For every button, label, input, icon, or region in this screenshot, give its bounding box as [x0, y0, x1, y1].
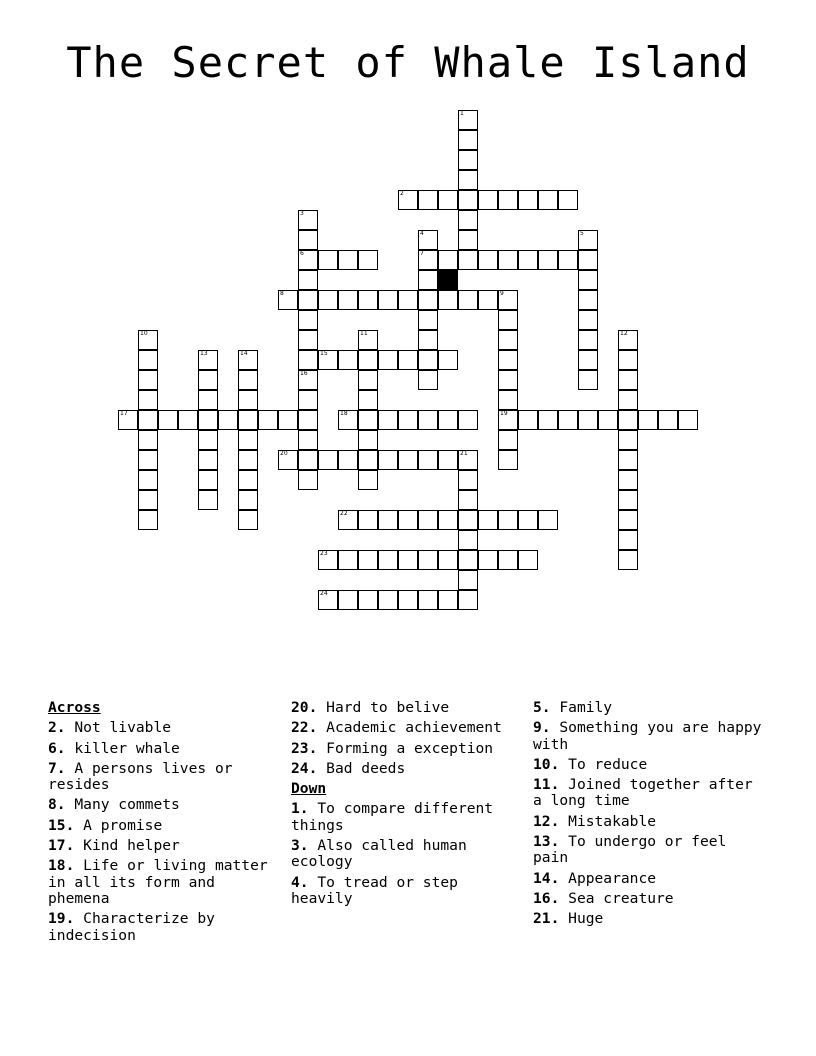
- grid-cell[interactable]: [538, 410, 558, 430]
- grid-cell[interactable]: [458, 450, 478, 470]
- grid-cell[interactable]: [318, 290, 338, 310]
- grid-cell[interactable]: [138, 390, 158, 410]
- clue-number: 18: [340, 410, 348, 417]
- clue-item-text: Sea creature: [568, 889, 674, 907]
- grid-cell[interactable]: [618, 490, 638, 510]
- clue-item-number: 11.: [533, 776, 560, 794]
- grid-cell[interactable]: [618, 510, 638, 530]
- clue-number: 3: [300, 210, 304, 217]
- grid-cell[interactable]: [458, 490, 478, 510]
- clue-item-number: 15.: [48, 816, 75, 834]
- grid-cell[interactable]: [458, 510, 478, 530]
- grid-cell[interactable]: [298, 230, 318, 250]
- grid-cell[interactable]: [298, 410, 318, 430]
- clue-item-number: 1.: [291, 800, 309, 818]
- grid-cell[interactable]: [138, 350, 158, 370]
- grid-cell[interactable]: [318, 590, 338, 610]
- clue-item: [48, 797, 280, 813]
- grid-cell[interactable]: [258, 410, 278, 430]
- grid-cell[interactable]: [418, 590, 438, 610]
- grid-cell[interactable]: [518, 250, 538, 270]
- clue-item: [533, 834, 765, 867]
- clue-item: [291, 761, 523, 777]
- grid-cell[interactable]: [618, 430, 638, 450]
- grid-cell[interactable]: [358, 450, 378, 470]
- grid-cell[interactable]: [138, 490, 158, 510]
- grid-cell[interactable]: [298, 250, 318, 270]
- puzzle-title: The Secret of Whale Island: [66, 38, 750, 87]
- grid-cell[interactable]: [318, 350, 338, 370]
- grid-cell[interactable]: [458, 470, 478, 490]
- grid-cell[interactable]: [618, 550, 638, 570]
- grid-cell[interactable]: [498, 190, 518, 210]
- grid-cell[interactable]: [518, 190, 538, 210]
- clue-item-number: 22.: [291, 719, 318, 737]
- grid-cell[interactable]: [298, 330, 318, 350]
- grid-cell[interactable]: [358, 410, 378, 430]
- grid-cell[interactable]: [418, 310, 438, 330]
- grid-cell[interactable]: [478, 250, 498, 270]
- grid-cell[interactable]: [438, 410, 458, 430]
- grid-cell[interactable]: [298, 270, 318, 290]
- grid-cell[interactable]: [418, 230, 438, 250]
- grid-cell[interactable]: [498, 350, 518, 370]
- grid-cell[interactable]: [498, 450, 518, 470]
- clue-item: [48, 741, 280, 757]
- clue-item-text: Mistakable: [568, 812, 657, 830]
- grid-cell[interactable]: [578, 370, 598, 390]
- clue-item: [48, 720, 280, 736]
- grid-cell[interactable]: [278, 410, 298, 430]
- grid-cell[interactable]: [398, 510, 418, 530]
- clue-item-text: Joined together after a long time: [533, 776, 753, 810]
- grid-cell[interactable]: [358, 510, 378, 530]
- grid-cell[interactable]: [458, 290, 478, 310]
- grid-cell[interactable]: [378, 450, 398, 470]
- grid-cell[interactable]: [458, 530, 478, 550]
- grid-cell[interactable]: [678, 410, 698, 430]
- grid-cell[interactable]: [578, 290, 598, 310]
- clue-item-text: Many commets: [74, 796, 180, 814]
- grid-cell[interactable]: [298, 350, 318, 370]
- grid-cell[interactable]: [298, 370, 318, 390]
- grid-cell[interactable]: [318, 250, 338, 270]
- grid-cell[interactable]: [238, 470, 258, 490]
- clue-column-3: [533, 700, 765, 932]
- clue-item: [291, 741, 523, 757]
- clue-item-number: 13.: [533, 833, 560, 851]
- grid-cell[interactable]: [398, 410, 418, 430]
- grid-cell[interactable]: [298, 390, 318, 410]
- clue-item-text: To compare different things: [291, 800, 494, 834]
- clue-number: 5: [580, 230, 584, 237]
- grid-cell[interactable]: [338, 410, 358, 430]
- grid-cell[interactable]: [458, 590, 478, 610]
- grid-cell[interactable]: [558, 250, 578, 270]
- grid-cell[interactable]: [538, 190, 558, 210]
- grid-cell[interactable]: [478, 510, 498, 530]
- clue-item: [291, 801, 523, 834]
- grid-cell[interactable]: [118, 410, 138, 430]
- clue-item-text: Academic achievement: [326, 719, 502, 737]
- grid-cell[interactable]: [158, 410, 178, 430]
- grid-cell[interactable]: [638, 410, 658, 430]
- clue-item: [291, 720, 523, 736]
- clue-column-1: [48, 700, 280, 948]
- clue-item: [48, 858, 280, 907]
- grid-cell[interactable]: [398, 190, 418, 210]
- clue-item-number: 23.: [291, 739, 318, 757]
- clue-number: 6: [300, 250, 304, 257]
- clue-number: 4: [420, 230, 424, 237]
- clue-number: 20: [280, 450, 288, 457]
- grid-cell[interactable]: [478, 190, 498, 210]
- grid-cell[interactable]: [398, 450, 418, 470]
- grid-cell[interactable]: [418, 290, 438, 310]
- grid-cell[interactable]: [298, 430, 318, 450]
- grid-cell[interactable]: [358, 470, 378, 490]
- clue-number: 21: [460, 450, 468, 457]
- grid-cell[interactable]: [618, 470, 638, 490]
- grid-cell[interactable]: [498, 550, 518, 570]
- clue-number: 22: [340, 510, 348, 517]
- clue-item-number: 4.: [291, 873, 309, 891]
- grid-cell[interactable]: [498, 510, 518, 530]
- grid-cell[interactable]: [498, 310, 518, 330]
- grid-cell[interactable]: [498, 370, 518, 390]
- across-heading: Across: [48, 699, 101, 716]
- grid-cell[interactable]: [358, 350, 378, 370]
- grid-cell[interactable]: [578, 330, 598, 350]
- grid-cell[interactable]: [138, 430, 158, 450]
- grid-cell[interactable]: [378, 410, 398, 430]
- grid-cell[interactable]: [298, 450, 318, 470]
- grid-cell[interactable]: [398, 590, 418, 610]
- grid-cell[interactable]: [398, 550, 418, 570]
- grid-cell[interactable]: [298, 290, 318, 310]
- clue-item: [48, 911, 280, 944]
- clue-number: 15: [320, 350, 328, 357]
- clue-number: 12: [620, 330, 628, 337]
- black-cell: [438, 270, 458, 290]
- clue-item-number: 16.: [533, 889, 560, 907]
- clue-column-2: [291, 700, 523, 911]
- clue-item-text: Bad deeds: [326, 759, 406, 777]
- grid-cell[interactable]: [438, 450, 458, 470]
- clue-item-text: Family: [559, 699, 613, 716]
- clue-item-text: Huge: [568, 910, 604, 928]
- clue-number: 16: [300, 370, 308, 377]
- clue-item-number: 20.: [291, 699, 318, 716]
- grid-cell[interactable]: [278, 450, 298, 470]
- grid-cell[interactable]: [618, 370, 638, 390]
- grid-cell[interactable]: [338, 550, 358, 570]
- grid-cell[interactable]: [458, 130, 478, 150]
- grid-cell[interactable]: [198, 350, 218, 370]
- clue-item-text: A promise: [83, 816, 163, 834]
- grid-cell[interactable]: [418, 270, 438, 290]
- clue-number: 9: [500, 290, 504, 297]
- clue-item: [48, 818, 280, 834]
- grid-cell[interactable]: [498, 290, 518, 310]
- grid-cell[interactable]: [518, 550, 538, 570]
- grid-cell[interactable]: [538, 250, 558, 270]
- clue-number: 17: [120, 410, 128, 417]
- grid-cell[interactable]: [578, 410, 598, 430]
- clue-number: 24: [320, 590, 328, 597]
- grid-cell[interactable]: [238, 450, 258, 470]
- grid-cell[interactable]: [298, 210, 318, 230]
- clue-item: [533, 814, 765, 830]
- grid-cell[interactable]: [198, 430, 218, 450]
- grid-cell[interactable]: [498, 410, 518, 430]
- grid-cell[interactable]: [238, 510, 258, 530]
- grid-cell[interactable]: [498, 250, 518, 270]
- grid-cell[interactable]: [338, 510, 358, 530]
- grid-cell[interactable]: [578, 250, 598, 270]
- grid-cell[interactable]: [298, 310, 318, 330]
- grid-cell[interactable]: [238, 350, 258, 370]
- clue-item-text: To tread or step heavily: [291, 873, 458, 907]
- grid-cell[interactable]: [418, 330, 438, 350]
- clue-item-text: Characterize by indecision: [48, 910, 215, 944]
- grid-cell[interactable]: [618, 410, 638, 430]
- grid-cell[interactable]: [378, 350, 398, 370]
- clue-item-number: 14.: [533, 869, 560, 887]
- grid-cell[interactable]: [358, 430, 378, 450]
- clue-item-text: Forming a exception: [326, 739, 494, 757]
- grid-cell[interactable]: [458, 550, 478, 570]
- grid-cell[interactable]: [318, 550, 338, 570]
- grid-cell[interactable]: [458, 190, 478, 210]
- clue-item-number: 6.: [48, 739, 66, 757]
- clue-number: 10: [140, 330, 148, 337]
- clue-item-text: A persons lives or resides: [48, 759, 233, 794]
- grid-cell[interactable]: [418, 450, 438, 470]
- clue-item-text: Something you are happy with: [533, 719, 762, 753]
- clue-item: [533, 700, 765, 716]
- clue-item-number: 3.: [291, 837, 309, 855]
- grid-cell[interactable]: [198, 470, 218, 490]
- clue-item: [291, 700, 523, 716]
- grid-cell[interactable]: [138, 510, 158, 530]
- grid-cell[interactable]: [438, 190, 458, 210]
- clue-item-number: 8.: [48, 796, 66, 814]
- grid-cell[interactable]: [138, 470, 158, 490]
- grid-cell[interactable]: [378, 510, 398, 530]
- grid-cell[interactable]: [458, 570, 478, 590]
- grid-cell[interactable]: [378, 590, 398, 610]
- grid-cell[interactable]: [438, 550, 458, 570]
- clue-number: 8: [280, 290, 284, 297]
- clue-item-number: 12.: [533, 812, 560, 830]
- grid-cell[interactable]: [518, 410, 538, 430]
- clue-item: [533, 891, 765, 907]
- clue-item-text: To undergo or feel pain: [533, 833, 727, 867]
- grid-cell[interactable]: [658, 410, 678, 430]
- clue-item: [291, 875, 523, 908]
- grid-cell[interactable]: [458, 150, 478, 170]
- grid-cell[interactable]: [418, 550, 438, 570]
- grid-cell[interactable]: [618, 390, 638, 410]
- clue-item: [533, 720, 765, 753]
- grid-cell[interactable]: [238, 390, 258, 410]
- grid-cell[interactable]: [418, 250, 438, 270]
- grid-cell[interactable]: [618, 350, 638, 370]
- clue-item: [291, 838, 523, 871]
- grid-cell[interactable]: [458, 110, 478, 130]
- grid-cell[interactable]: [418, 510, 438, 530]
- grid-cell[interactable]: [338, 450, 358, 470]
- grid-cell[interactable]: [578, 270, 598, 290]
- grid-cell[interactable]: [578, 350, 598, 370]
- grid-cell[interactable]: [458, 170, 478, 190]
- grid-cell[interactable]: [198, 410, 218, 430]
- grid-cell[interactable]: [138, 370, 158, 390]
- grid-cell[interactable]: [618, 530, 638, 550]
- clue-item-text: Kind helper: [83, 837, 180, 855]
- grid-cell[interactable]: [578, 230, 598, 250]
- grid-cell[interactable]: [198, 370, 218, 390]
- clue-number: 7: [420, 250, 424, 257]
- clue-item-number: 2.: [48, 719, 66, 737]
- grid-cell[interactable]: [418, 370, 438, 390]
- grid-cell[interactable]: [358, 590, 378, 610]
- grid-cell[interactable]: [458, 230, 478, 250]
- clue-item: [533, 911, 765, 927]
- clue-item: [533, 757, 765, 773]
- grid-cell[interactable]: [198, 490, 218, 510]
- grid-cell[interactable]: [358, 370, 378, 390]
- clue-item-text: Appearance: [568, 869, 657, 887]
- grid-cell[interactable]: [498, 430, 518, 450]
- grid-cell[interactable]: [398, 350, 418, 370]
- clue-item: [533, 777, 765, 810]
- grid-cell[interactable]: [458, 250, 478, 270]
- grid-cell[interactable]: [438, 590, 458, 610]
- grid-cell[interactable]: [558, 410, 578, 430]
- grid-cell[interactable]: [218, 410, 238, 430]
- grid-cell[interactable]: [498, 390, 518, 410]
- grid-cell[interactable]: [438, 250, 458, 270]
- grid-cell[interactable]: [138, 410, 158, 430]
- grid-cell[interactable]: [478, 550, 498, 570]
- grid-cell[interactable]: [238, 410, 258, 430]
- clue-item-number: 24.: [291, 759, 318, 777]
- grid-cell[interactable]: [498, 330, 518, 350]
- grid-cell[interactable]: [418, 190, 438, 210]
- grid-cell[interactable]: [378, 290, 398, 310]
- grid-cell[interactable]: [238, 430, 258, 450]
- down-heading: Down: [291, 780, 327, 798]
- clue-item-text: Also called human ecology: [291, 837, 467, 871]
- clue-item-number: 10.: [533, 755, 560, 773]
- grid-cell[interactable]: [378, 550, 398, 570]
- grid-cell[interactable]: [418, 410, 438, 430]
- clue-number: 11: [360, 330, 368, 337]
- clue-number: 1: [460, 110, 464, 117]
- grid-cell[interactable]: [618, 450, 638, 470]
- grid-cell[interactable]: [358, 290, 378, 310]
- clue-item-number: 5.: [533, 699, 551, 716]
- grid-cell[interactable]: [338, 290, 358, 310]
- clue-item-number: 17.: [48, 837, 75, 855]
- grid-cell[interactable]: [538, 510, 558, 530]
- grid-cell[interactable]: [358, 550, 378, 570]
- clue-item: [48, 761, 280, 794]
- grid-cell[interactable]: [178, 410, 198, 430]
- grid-cell[interactable]: [518, 510, 538, 530]
- grid-cell[interactable]: [478, 290, 498, 310]
- grid-cell[interactable]: [458, 410, 478, 430]
- grid-cell[interactable]: [338, 250, 358, 270]
- grid-cell[interactable]: [238, 490, 258, 510]
- clue-number: 13: [200, 350, 208, 357]
- grid-cell[interactable]: [238, 370, 258, 390]
- grid-cell[interactable]: [358, 390, 378, 410]
- clue-item-text: killer whale: [74, 739, 180, 757]
- clue-item-text: Not livable: [74, 719, 172, 737]
- clue-item-text: Life or living matter in all its form and phemena: [48, 857, 268, 907]
- grid-cell[interactable]: [278, 290, 298, 310]
- clue-item-text: To reduce: [568, 755, 648, 773]
- grid-cell[interactable]: [458, 210, 478, 230]
- grid-cell[interactable]: [438, 290, 458, 310]
- grid-cell[interactable]: [358, 330, 378, 350]
- clue-item-text: Hard to belive: [326, 699, 450, 716]
- clue-item: [533, 871, 765, 887]
- grid-cell[interactable]: [198, 450, 218, 470]
- grid-cell[interactable]: [338, 590, 358, 610]
- grid-cell[interactable]: [138, 330, 158, 350]
- clue-item-number: 18.: [48, 857, 75, 875]
- clue-item-number: 7.: [48, 759, 66, 777]
- grid-cell[interactable]: [438, 510, 458, 530]
- grid-cell[interactable]: [338, 350, 358, 370]
- grid-cell[interactable]: [138, 450, 158, 470]
- grid-cell[interactable]: [298, 470, 318, 490]
- clue-item-number: 21.: [533, 910, 560, 928]
- grid-cell[interactable]: [558, 190, 578, 210]
- grid-cell[interactable]: [598, 410, 618, 430]
- clue-item-number: 19.: [48, 910, 75, 928]
- grid-cell[interactable]: [618, 330, 638, 350]
- grid-cell[interactable]: [578, 310, 598, 330]
- clue-number: 2: [400, 190, 404, 197]
- grid-cell[interactable]: [438, 350, 458, 370]
- grid-cell[interactable]: [398, 290, 418, 310]
- grid-cell[interactable]: [318, 450, 338, 470]
- grid-cell[interactable]: [358, 250, 378, 270]
- clue-item: [48, 838, 280, 854]
- clue-number: 23: [320, 550, 328, 557]
- clue-number: 19: [500, 410, 508, 417]
- grid-cell[interactable]: [418, 350, 438, 370]
- clue-item-number: 9.: [533, 719, 551, 737]
- grid-cell[interactable]: [198, 390, 218, 410]
- clue-number: 14: [240, 350, 248, 357]
